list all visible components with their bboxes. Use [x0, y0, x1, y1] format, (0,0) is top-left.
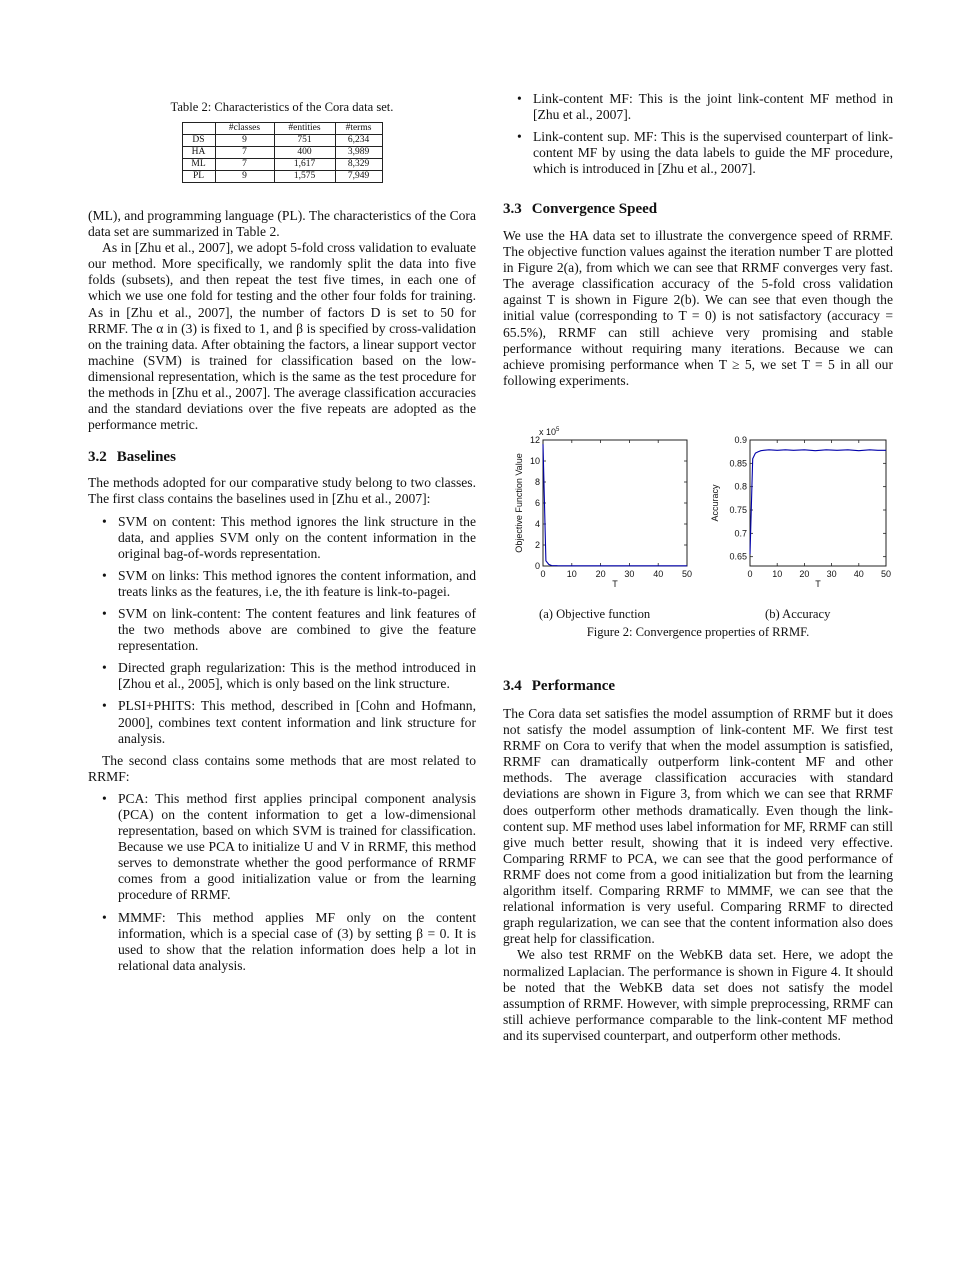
y-tick-label: 4 [534, 519, 540, 529]
y-tick-label: 6 [534, 498, 540, 508]
section-heading [88, 449, 476, 466]
table-cell: 7,949 [335, 171, 382, 183]
table-header-cell: #terms [335, 123, 382, 135]
y-tick-label: 0.65 [729, 551, 747, 562]
series-line [543, 444, 687, 566]
list-item: • Directed graph regularization: This is the method introduced in [Zhou et al., 2005], which is only based on the link structure. [88, 660, 476, 692]
figure-subcaption-b: (b) Accuracy [765, 607, 831, 621]
paragraph: As in [Zhu et al., 2007], we adopt 5-fold cross validation to evaluate our method. More specifically, we randomly split the data into five folds (subsets), and then repeat the test five times, in each one of which we use one fold for testing and the other four folds for training. As in [Zhu et al., 2007], the number of factors D is set to 50 for RRMF. The α in (3) is fixed to 1, and β is specified by cross-validation on the training data. After obtaining the factors, a linear support vector machine (SVM) is trained for classification based on the low-dimensional representation, which is the same as the test procedure for the methods in [Zhu et al., 2007]. The average classification accuracies and the standard deviations over the five repeats are adopted as the performance metric. [88, 240, 476, 433]
x-tick-label: 0 [747, 569, 753, 579]
x-tick-label: 20 [799, 569, 810, 579]
x-tick-label: 40 [653, 569, 664, 579]
y-tick-label: 0.9 [734, 435, 747, 445]
table-header-cell: #classes [215, 123, 274, 135]
table-cell: 1,617 [274, 159, 335, 171]
plot-frame [750, 440, 886, 566]
section-heading [503, 201, 893, 218]
paragraph: The methods adopted for our comparative study belong to two classes. The first class contains the baselines used in [Zhu et al., 2007]: [88, 475, 476, 507]
baseline-list [88, 514, 476, 747]
table-row [182, 135, 382, 147]
table-cell: 751 [274, 135, 335, 147]
sec34-block [503, 678, 893, 1044]
series-line [750, 450, 886, 555]
y-tick-label: 2 [534, 540, 540, 550]
section-heading [503, 678, 893, 695]
table-header-cell [182, 123, 215, 135]
y-tick-label: 8 [534, 477, 540, 487]
y-tick-label: 0.85 [729, 458, 747, 469]
section-title: Performance [531, 678, 616, 694]
figure-caption: Figure 2: Convergence properties of RRMF. [586, 625, 810, 639]
section-title: Convergence Speed [531, 201, 658, 217]
y-tick-label: 0.75 [729, 505, 747, 515]
figure-subcaption-a: (a) Objective function [539, 607, 651, 621]
table-row [182, 171, 382, 183]
y-tick-label: 0.8 [734, 481, 747, 492]
accuracy-chart [708, 424, 893, 596]
paragraph: The second class contains some methods that are most related to RRMF: [88, 752, 476, 784]
x-axis-label: T [815, 579, 821, 589]
table-cell: 7 [215, 159, 274, 171]
table-header-cell: #entities [274, 123, 335, 135]
list-item: • SVM on links: This method ignores the content information, and treats links as the features, i.e, the ith feature is link-to-pagei. [88, 568, 476, 600]
x-tick-label: 40 [853, 569, 864, 579]
left-body [88, 208, 476, 980]
x-tick-label: 20 [595, 569, 606, 579]
paragraph: The Cora data set satisfies the model assumption of RRMF but it does not satisfy the model assumption of link-content MF. We first test RRMF on Cora to verify that when the model assumption is satisfied, RRMF can dramatically outperform link-content MF and other methods. The average classification accuracies with standard deviations are shown in Figure 3, from which we can see that RRMF does outperform other methods dramatically. Even though the link-content sup. MF method uses label information for MF, RRMF can still give much better result, showing that it is indeed very effective. Comparing RRMF to PCA, we can see that the good performance of RRMF does not come from a good initialization but from the learning algorithm itself. Comparing RRMF to MMMF, we can see that the relational information is very useful. Comparing RRMF to directed graph regularization, we can see that the content information also does great help for classification. [503, 706, 893, 947]
section-number: 3.4 [503, 678, 522, 694]
x-tick-label: 50 [681, 569, 693, 579]
x-tick-label: 10 [566, 569, 577, 579]
list-item: • PLSI+PHITS: This method, described in [Cohn and Hofmann, 2000], combines text content information and link structure for analysis. [88, 698, 476, 746]
cora-table [182, 122, 383, 183]
x-tick-label: 0 [540, 569, 546, 579]
list-item: • Link-content sup. MF: This is the supervised counterpart of link-content MF by using the data labels to guide the MF procedure, which is introduced in [Zhu et al., 2007]. [503, 129, 893, 177]
y-tick-label: 0 [534, 561, 540, 571]
table-cell: 9 [215, 171, 274, 183]
y-tick-label: 12 [529, 435, 540, 445]
related-list [88, 791, 476, 974]
x-axis-label: T [612, 579, 618, 589]
table-row [182, 147, 382, 159]
table-cell: 7 [215, 147, 274, 159]
x-tick-label: 30 [826, 569, 837, 579]
table-cell: ML [182, 159, 215, 171]
y-tick-label: 0.7 [734, 528, 747, 539]
list-item: • SVM on link-content: The content features and link features of the two methods above are combined to give the feature representation. [88, 606, 476, 654]
paragraph: We use the HA data set to illustrate the convergence speed of RRMF. The objective function values against the iteration number T are plotted in Figure 2(a), from which we can see that RRMF converges very fast. The average classification accuracy of the 5-fold cross validation against T is shown in Figure 2(b). We can see that even though the initial value (corresponding to T = 0) is not satisfactory (accuracy = 65.5%), RRMF can still achieve very promising and stable performance without requiring many iterations. Because we can achieve promising performance when T ≥ 5, we set T = 5 in all our following experiments. [503, 228, 893, 388]
table-block [88, 100, 476, 183]
sec33-block [503, 201, 893, 389]
table-cell: 3,989 [335, 147, 382, 159]
table-cell: 400 [274, 147, 335, 159]
y-multiplier-label: x $10^5$ [539, 427, 560, 437]
figure-2 [503, 424, 893, 644]
table-cell: 6,234 [335, 135, 382, 147]
y-axis-label: Objective Function Value [514, 453, 524, 553]
table-header-row [182, 123, 382, 135]
list-item: • MMMF: This method applies MF only on the content information, which is a special case of (3) by setting β = 0. It is used to show that the relation information does help a lot in relational data analysis. [88, 910, 476, 974]
y-tick-label: 10 [529, 456, 540, 466]
table-cell: DS [182, 135, 215, 147]
section-number: 3.3 [503, 201, 522, 217]
x-tick-label: 30 [624, 569, 635, 579]
paragraph: (ML), and programming language (PL). The characteristics of the Cora data set are summarized in Table 2. [88, 208, 476, 240]
table-cell: PL [182, 171, 215, 183]
methods-list-cont [503, 91, 893, 183]
x-tick-label: 50 [880, 569, 892, 579]
table-cell: 1,575 [274, 171, 335, 183]
plot-frame [543, 440, 687, 566]
table-cell: 8,329 [335, 159, 382, 171]
section-title: Baselines [116, 449, 176, 466]
table-row [182, 159, 382, 171]
x-tick-label: 10 [772, 569, 783, 579]
list-item: • Link-content MF: This is the joint link-content MF method in [Zhu et al., 2007]. [503, 91, 893, 123]
y-axis-label: Accuracy [710, 484, 720, 522]
table-cell: HA [182, 147, 215, 159]
paragraph: We also test RRMF on the WebKB data set. Here, we adopt the normalized Laplacian. The performance is shown in Figure 4. It should be noted that the WebKB data set does not satisfy the model assumption of RRMF. However, with simple preprocessing, RRMF can still achieve performance comparable to the link-content MF method and its supervised counterpart, and outperform other methods. [503, 947, 893, 1043]
list-item: • SVM on content: This method ignores the link structure in the data, and applies SVM only on the content information in the original bag-of-words representation. [88, 514, 476, 562]
table-caption: Table 2: Characteristics of the Cora data set. [170, 100, 394, 114]
list-item: • PCA: This method first applies principal component analysis (PCA) on the content information to get a low-dimensional representation, based on which SVM is trained for classification. Because we use PCA to initialize U and V in RRMF, this method serves to demonstrate whether the good performance of RRMF comes from a good initialization value or from the learning procedure of RRMF. [88, 791, 476, 904]
section-number: 3.2 [88, 449, 107, 466]
table-cell: 9 [215, 135, 274, 147]
objective-function-chart [513, 424, 703, 596]
